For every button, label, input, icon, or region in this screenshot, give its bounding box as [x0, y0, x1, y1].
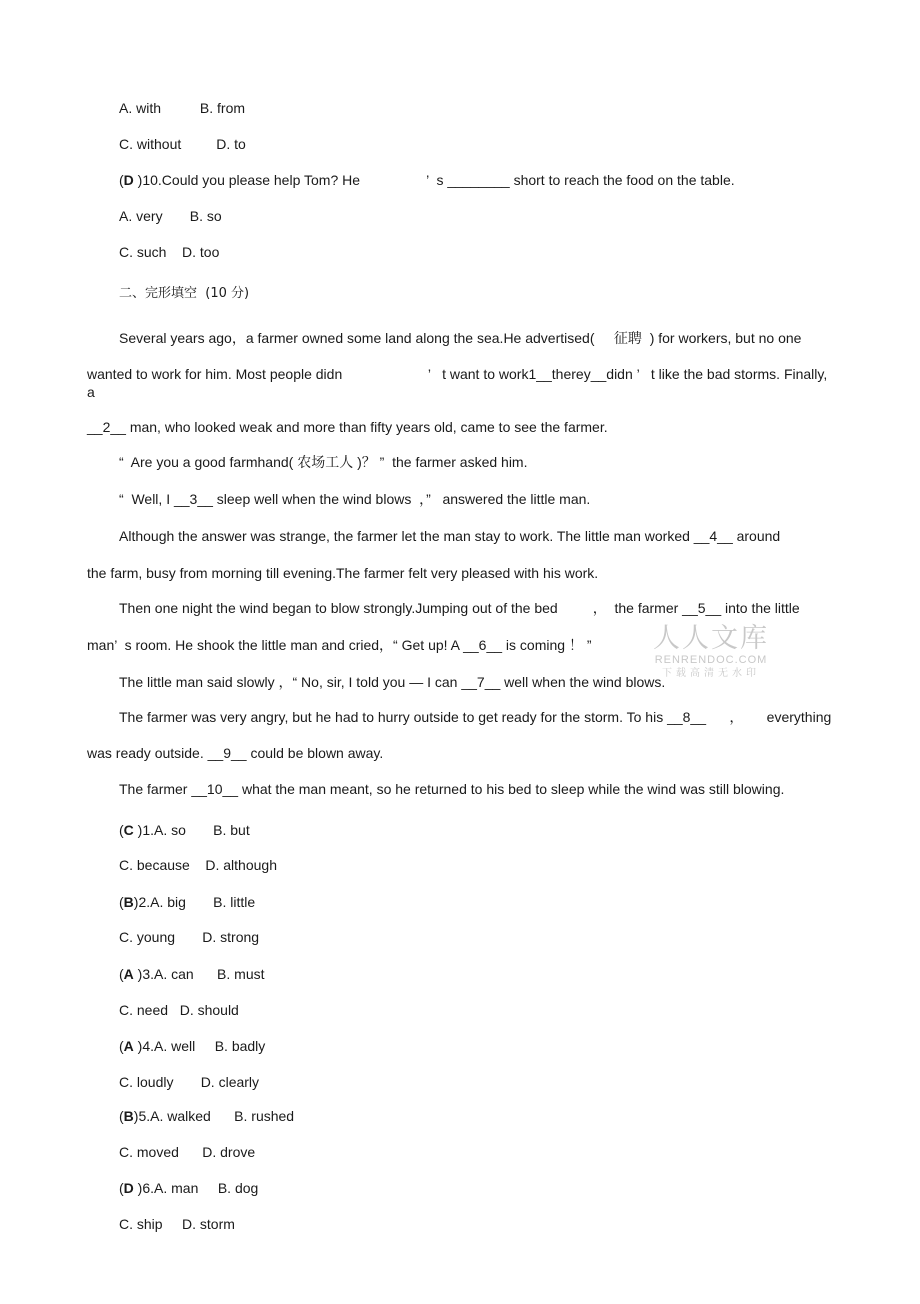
question-2 — [119, 893, 255, 911]
option-line: C. young D. strong — [119, 929, 260, 945]
option-line: C. because D. although — [119, 857, 277, 873]
watermark-tagline: 下载高清无水印 — [662, 668, 760, 679]
question-4 — [119, 1037, 265, 1055]
passage-line: man’ s room. He shook the little man and cried，“ Get up! A __6__ is coming ！ ” — [87, 637, 592, 653]
paren: ( — [119, 1180, 124, 1196]
option-line: )6.A. man B. dog — [133, 1180, 259, 1196]
option-line: A. with B. from — [119, 100, 246, 116]
option-line: )3.A. can B. must — [133, 966, 265, 982]
option-line: )2.A. big B. little — [133, 894, 256, 910]
passage-line: “ Well, I __3__ sleep well when the wind blows ，” answered the little man. — [119, 491, 591, 507]
passage-line: The farmer was very angry, but he had to hurry outside to get ready for the storm. To his __8__ ， everything — [119, 709, 832, 725]
passage-line: the farm, busy from morning till evening.The farmer felt very pleased with his work. — [87, 565, 599, 581]
option-line: C. without D. to — [119, 136, 246, 152]
option-line: )4.A. well B. badly — [133, 1038, 266, 1054]
passage-line: “ Are you a good farmhand( 农场工人 )？ ” the farmer asked him. — [119, 454, 528, 470]
passage-line: wanted to work for him. Most people didn ’ t want to work1__therey__didn ’ t like the bad storms. Finally, — [87, 366, 828, 382]
passage-line: __2__ man, who looked weak and more than fifty years old, came to see the farmer. — [87, 419, 608, 435]
answer-letter: D — [123, 172, 134, 188]
paren: ( — [119, 966, 124, 982]
paren: ( — [119, 1108, 124, 1124]
answer-letter: B — [123, 894, 134, 910]
watermark-site: RENRENDOC.COM — [654, 654, 768, 666]
watermark — [646, 624, 776, 681]
option-line: C. ship D. storm — [119, 1216, 235, 1232]
paren: ( — [119, 822, 124, 838]
paren: ( — [119, 1038, 124, 1054]
option-line: C. loudly D. clearly — [119, 1074, 260, 1090]
passage-line: Several years ago，a farmer owned some land along the sea.He advertised( 征聘 ) for workers, but no one — [119, 330, 802, 346]
answer-letter: B — [123, 1108, 134, 1124]
question-text: )10.Could you please help Tom? He ’ s ________ short to reach the food on the table. — [133, 172, 735, 188]
question-6 — [119, 1179, 258, 1197]
question-1 — [119, 821, 250, 839]
question-5 — [119, 1107, 294, 1125]
paren: ( — [119, 894, 124, 910]
section-heading: 二、完形填空 (10 分) — [119, 286, 250, 301]
answer-letter: D — [123, 1180, 134, 1196]
question-10 — [119, 171, 735, 189]
option-line: )5.A. walked B. rushed — [133, 1108, 295, 1124]
passage-line: The farmer __10__ what the man meant, so he returned to his bed to sleep while the wind was still blowing. — [119, 781, 785, 797]
answer-letter: A — [123, 966, 134, 982]
answer-letter: C — [123, 822, 134, 838]
option-line: )1.A. so B. but — [133, 822, 250, 838]
option-line: C. need D. should — [119, 1002, 239, 1018]
option-line: A. very B. so — [119, 208, 222, 224]
answer-letter: A — [123, 1038, 134, 1054]
passage-line: Then one night the wind began to blow strongly.Jumping out of the bed ， the farmer __5__ into the little — [119, 600, 800, 616]
question-3 — [119, 965, 265, 983]
passage-line: The little man said slowly ，“ No, sir, I told you — I can __7__ well when the wind blows. — [119, 674, 666, 690]
passage-line: Although the answer was strange, the farmer let the man stay to work. The little man worked __4__ around — [119, 528, 781, 544]
passage-line: a — [87, 384, 95, 400]
paren: ( — [119, 172, 124, 188]
passage-line: was ready outside. __9__ could be blown away. — [87, 745, 384, 761]
option-line: C. moved D. drove — [119, 1144, 256, 1160]
option-line: C. such D. too — [119, 244, 220, 260]
watermark-logo: 人人文库 — [653, 623, 769, 654]
